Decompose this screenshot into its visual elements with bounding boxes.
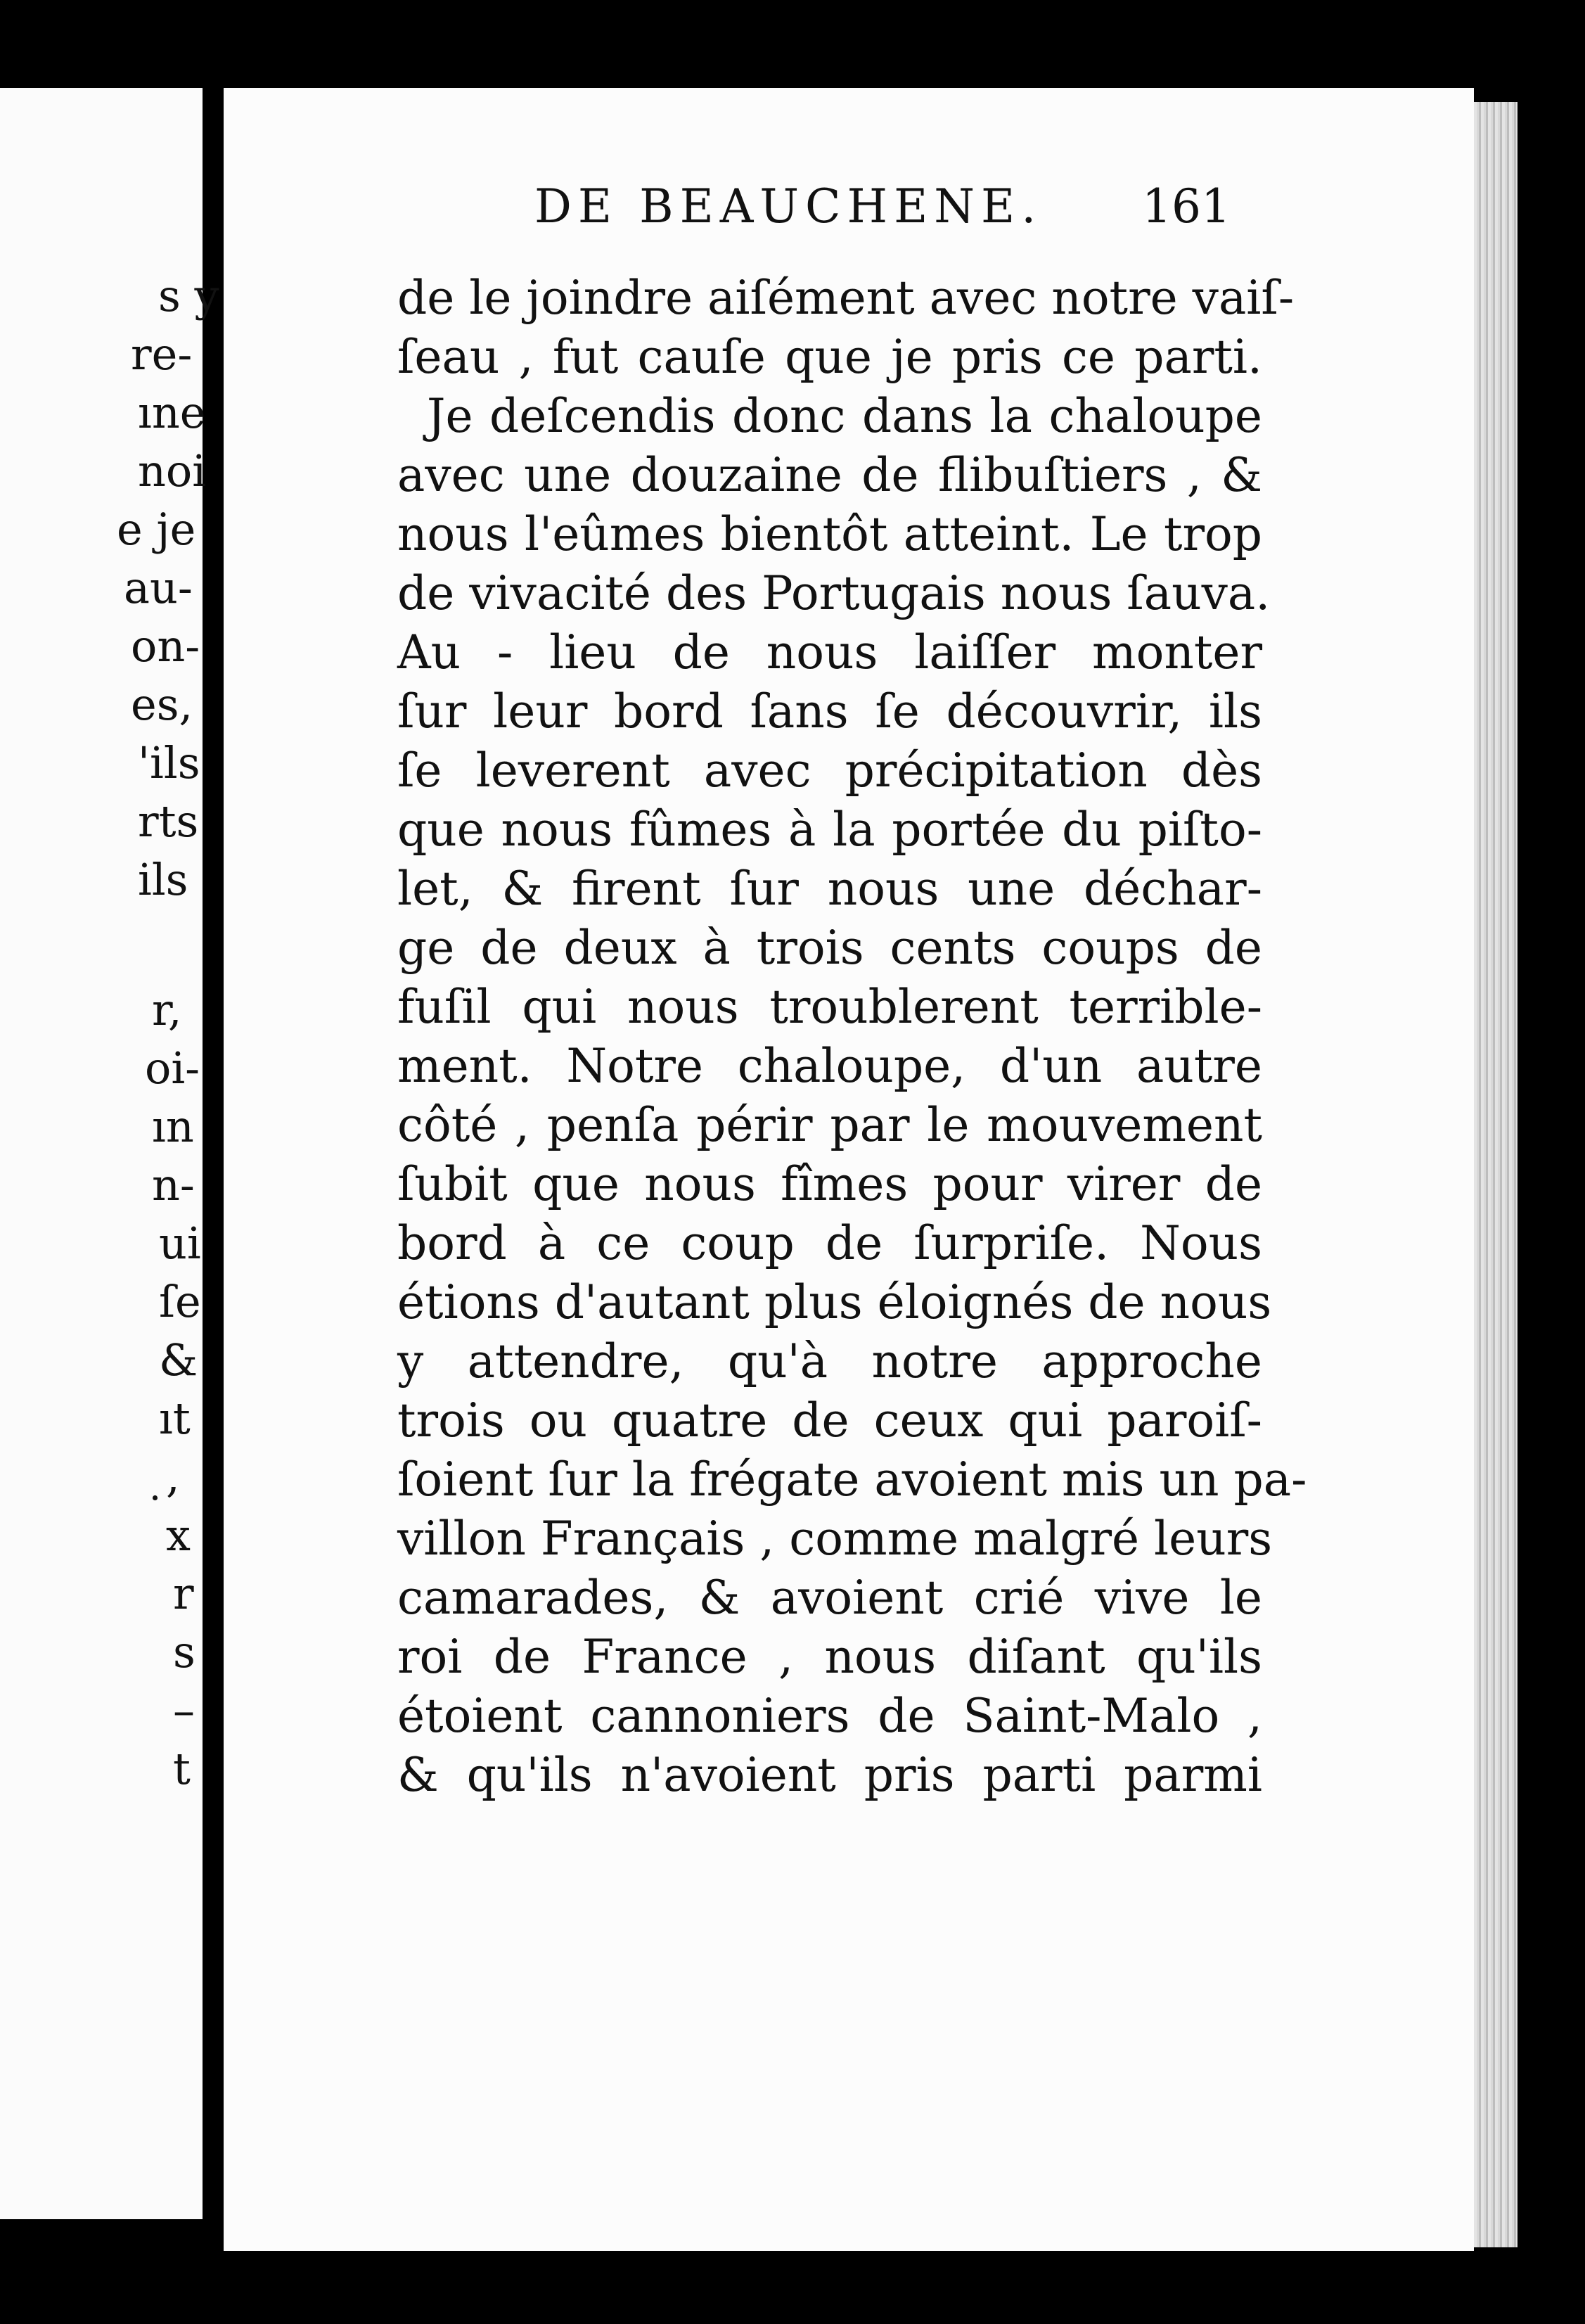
left-fragment: rts	[138, 796, 199, 847]
left-fragment: ıne	[138, 387, 206, 438]
text-line: bord à ce coup de ſurpriſe. Nous	[397, 1216, 1262, 1270]
text-line: camarades, & avoient crié vive le	[397, 1571, 1262, 1625]
page-number: 161	[1142, 179, 1231, 234]
left-fragment: n-	[152, 1159, 195, 1211]
left-fragment: r,	[152, 984, 182, 1035]
text-line: Je deſcendis donc dans la chaloupe	[427, 389, 1262, 443]
left-fragment: noi	[138, 445, 207, 497]
text-line: étions d'autant plus éloignés de nous	[397, 1275, 1272, 1329]
left-fragment: es,	[131, 679, 193, 730]
running-head: DE BEAUCHENE.	[534, 179, 1043, 234]
left-fragment: oi-	[145, 1042, 200, 1094]
text-line: avec une douzaine de flibuſtiers , &	[397, 448, 1262, 502]
text-line: ſoient ſur la frégate avoient mis un pa-	[397, 1452, 1307, 1507]
text-line: étoient cannoniers de Saint-Malo ,	[397, 1689, 1262, 1743]
text-line: Au - lieu de nous laiſſer monter	[397, 625, 1262, 679]
left-fragment: on-	[131, 620, 200, 672]
text-line: ſur leur bord ſans ſe découvrir, ils	[397, 684, 1262, 739]
left-facing-page	[0, 88, 219, 2219]
text-line: ſubit que nous fîmes pour virer de	[397, 1157, 1262, 1211]
left-fragment: ın	[152, 1101, 194, 1152]
left-fragment: ils	[138, 854, 188, 905]
left-fragment: e je	[117, 504, 196, 555]
left-fragment: ſe	[159, 1276, 201, 1327]
left-fragment: ui	[159, 1218, 201, 1269]
text-line: y attendre, qu'à notre approche	[397, 1334, 1262, 1388]
text-line: villon Français , comme malgré leurs	[397, 1512, 1273, 1566]
left-fragment: r	[173, 1568, 194, 1619]
left-fragment: &	[159, 1334, 198, 1386]
left-fragment: 'ils	[138, 737, 200, 788]
text-line: fuſil qui nous troublerent terrible-	[397, 980, 1262, 1034]
page-header	[302, 179, 1245, 243]
text-line: ge de deux à trois cents coups de	[397, 921, 1262, 975]
text-line: nous l'eûmes bientôt atteint. Le trop	[397, 507, 1262, 561]
left-fragment: s	[173, 1626, 195, 1678]
left-fragment: –	[173, 1685, 195, 1736]
text-line: ſeau , fut cauſe que je pris ce parti.	[397, 330, 1262, 384]
body-text	[397, 269, 1307, 1805]
text-line: trois ou quatre de ceux qui paroiſ-	[397, 1393, 1262, 1448]
text-line: que nous fûmes à la portée du piſto-	[397, 803, 1262, 857]
left-fragment: re-	[131, 328, 193, 380]
left-fragment: s y	[158, 270, 219, 321]
text-line: roi de France , nous diſant qu'ils	[397, 1630, 1262, 1684]
left-fragment: ıt	[159, 1393, 191, 1444]
text-line: ſe leverent avec précipitation dès	[397, 743, 1262, 798]
text-line: & qu'ils n'avoient pris parti parmi	[397, 1748, 1262, 1802]
left-fragment: x	[166, 1509, 191, 1561]
text-line: de le joindre aiſément avec notre vaiſ-	[397, 271, 1295, 325]
text-line: ment. Notre chaloupe, d'un autre	[397, 1039, 1262, 1093]
text-line: côté , penſa périr par le mouvement	[397, 1098, 1262, 1152]
left-fragment: au-	[124, 562, 193, 613]
text-line: de vivacité des Portugais nous ſauva.	[397, 566, 1271, 620]
left-fragment: ̣,	[166, 1451, 180, 1502]
left-fragment: t	[173, 1743, 191, 1794]
text-line: let, & firent ſur nous une déchar-	[397, 862, 1262, 916]
